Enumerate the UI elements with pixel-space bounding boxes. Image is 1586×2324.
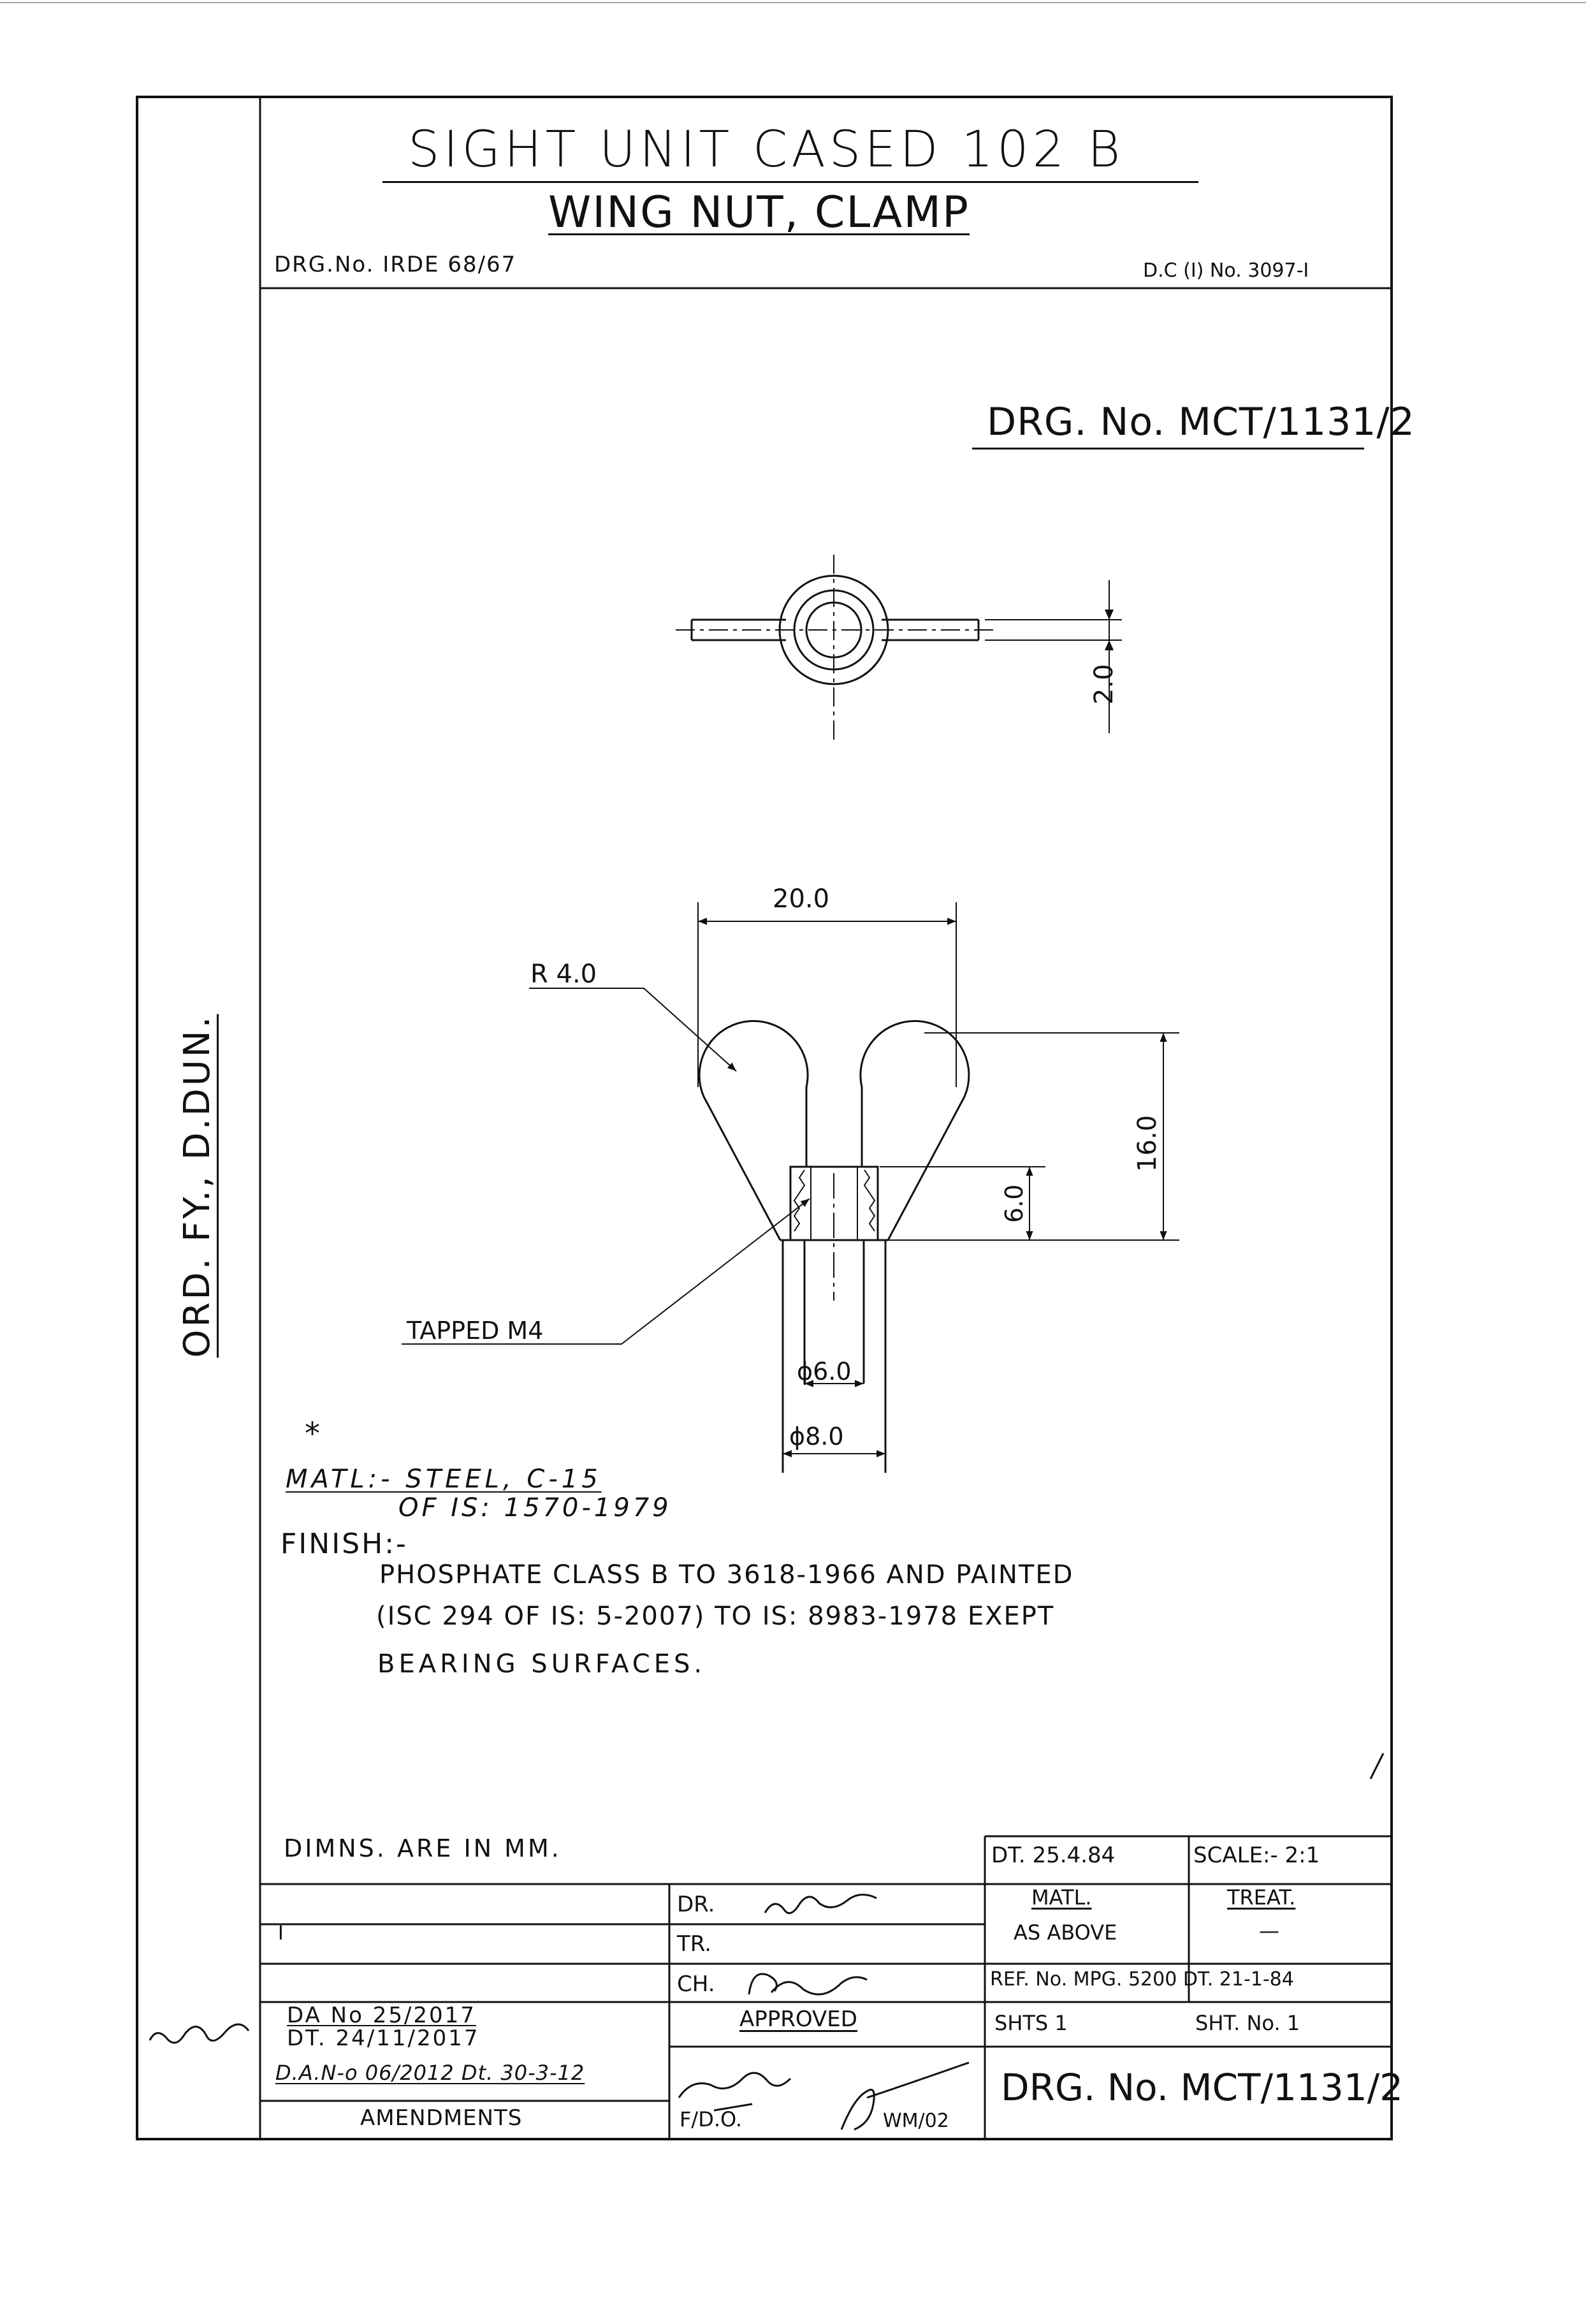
fdo-label: F/D.O. bbox=[680, 2107, 743, 2131]
title-underline bbox=[382, 181, 1198, 183]
amendment-da: DA No 25/2017 bbox=[287, 2003, 476, 2028]
front-view-right-wing bbox=[861, 1021, 969, 1240]
ref-drawing-number: DRG.No. IRDE 68/67 bbox=[274, 252, 517, 277]
drawing-number-top: DRG. No. MCT/1131/2 bbox=[987, 400, 1415, 444]
signature-dr bbox=[765, 1895, 877, 1913]
ch-label: CH. bbox=[677, 1971, 715, 1997]
drawing-number-underline bbox=[972, 448, 1364, 449]
star-mark: * bbox=[305, 1416, 320, 1452]
amendment-dan: D.A.N-o 06/2012 Dt. 30-3-12 bbox=[275, 2061, 585, 2085]
dc-number: D.C (I) No. 3097-I bbox=[1143, 259, 1309, 282]
top-view bbox=[676, 555, 1122, 740]
tr-label: TR. bbox=[677, 1931, 711, 1957]
signature-amend bbox=[150, 2024, 249, 2043]
material-line-2: OF IS: 1570-1979 bbox=[398, 1493, 672, 1523]
matl-label: MATL. bbox=[1031, 1885, 1092, 1910]
dim-thickness-label: 2.0 bbox=[1089, 664, 1119, 705]
signature-ch bbox=[749, 1974, 867, 1994]
scale-field: SCALE:- 2:1 bbox=[1193, 1843, 1320, 1868]
dim-inner-dia-label: ϕ6.0 bbox=[797, 1357, 852, 1385]
front-view bbox=[699, 1021, 969, 1473]
signature-fdo bbox=[679, 2073, 790, 2110]
finish-line-3: BEARING SURFACES. bbox=[377, 1649, 706, 1679]
finish-line-2: (ISC 294 OF IS: 5-2007) TO IS: 8983-1978 EXEPT bbox=[376, 1602, 1055, 1631]
units-note: DIMNS. ARE IN MM. bbox=[284, 1834, 562, 1862]
finish-heading: FINISH:- bbox=[280, 1528, 408, 1560]
wm-label: WM/02 bbox=[883, 2110, 949, 2132]
dim-outer-dia-label: ϕ8.0 bbox=[789, 1422, 844, 1451]
matl-value: AS ABOVE bbox=[1014, 1920, 1117, 1945]
approved-label: APPROVED bbox=[739, 2006, 857, 2032]
ref-number: REF. No. MPG. 5200 DT. 21-1-84 bbox=[990, 1968, 1294, 1991]
sheet-number: SHT. No. 1 bbox=[1195, 2011, 1300, 2035]
dim-width-label: 20.0 bbox=[773, 884, 830, 914]
finish-line-1: PHOSPHATE CLASS B TO 3618-1966 AND PAINTED bbox=[379, 1560, 1074, 1590]
treat-value: — bbox=[1259, 1918, 1279, 1943]
material-line-1: MATL:- STEEL, C-15 bbox=[286, 1465, 602, 1494]
drawing-number-bottom: DRG. No. MCT/1131/2 bbox=[1001, 2066, 1404, 2109]
part-name: WING NUT, CLAMP bbox=[548, 187, 970, 238]
dr-label: DR. bbox=[677, 1892, 715, 1917]
treat-label: TREAT. bbox=[1227, 1885, 1296, 1910]
date-field: DT. 25.4.84 bbox=[991, 1843, 1116, 1868]
sheets-total: SHTS 1 bbox=[994, 2011, 1068, 2035]
thread-right bbox=[864, 1170, 875, 1231]
thread-left bbox=[794, 1170, 804, 1231]
radius-leader bbox=[529, 988, 736, 1071]
drawing-frame bbox=[0, 3, 1586, 2139]
amendment-dt: DT. 24/11/2017 bbox=[287, 2026, 480, 2051]
amendments-label: AMENDMENTS bbox=[360, 2105, 523, 2131]
thread-label: TAPPED M4 bbox=[407, 1317, 544, 1345]
main-title: SIGHT UNIT CASED 102 B bbox=[408, 121, 1124, 179]
dim-height-label: 16.0 bbox=[1133, 1114, 1162, 1172]
amendment-row-1: I bbox=[278, 1922, 284, 1945]
front-view-left-wing bbox=[699, 1021, 808, 1240]
dim-boss-label: 6.0 bbox=[1000, 1184, 1028, 1223]
dim-radius-label: R 4.0 bbox=[530, 960, 597, 989]
side-stamp: ORD. FY., D.DUN. bbox=[177, 1014, 218, 1358]
